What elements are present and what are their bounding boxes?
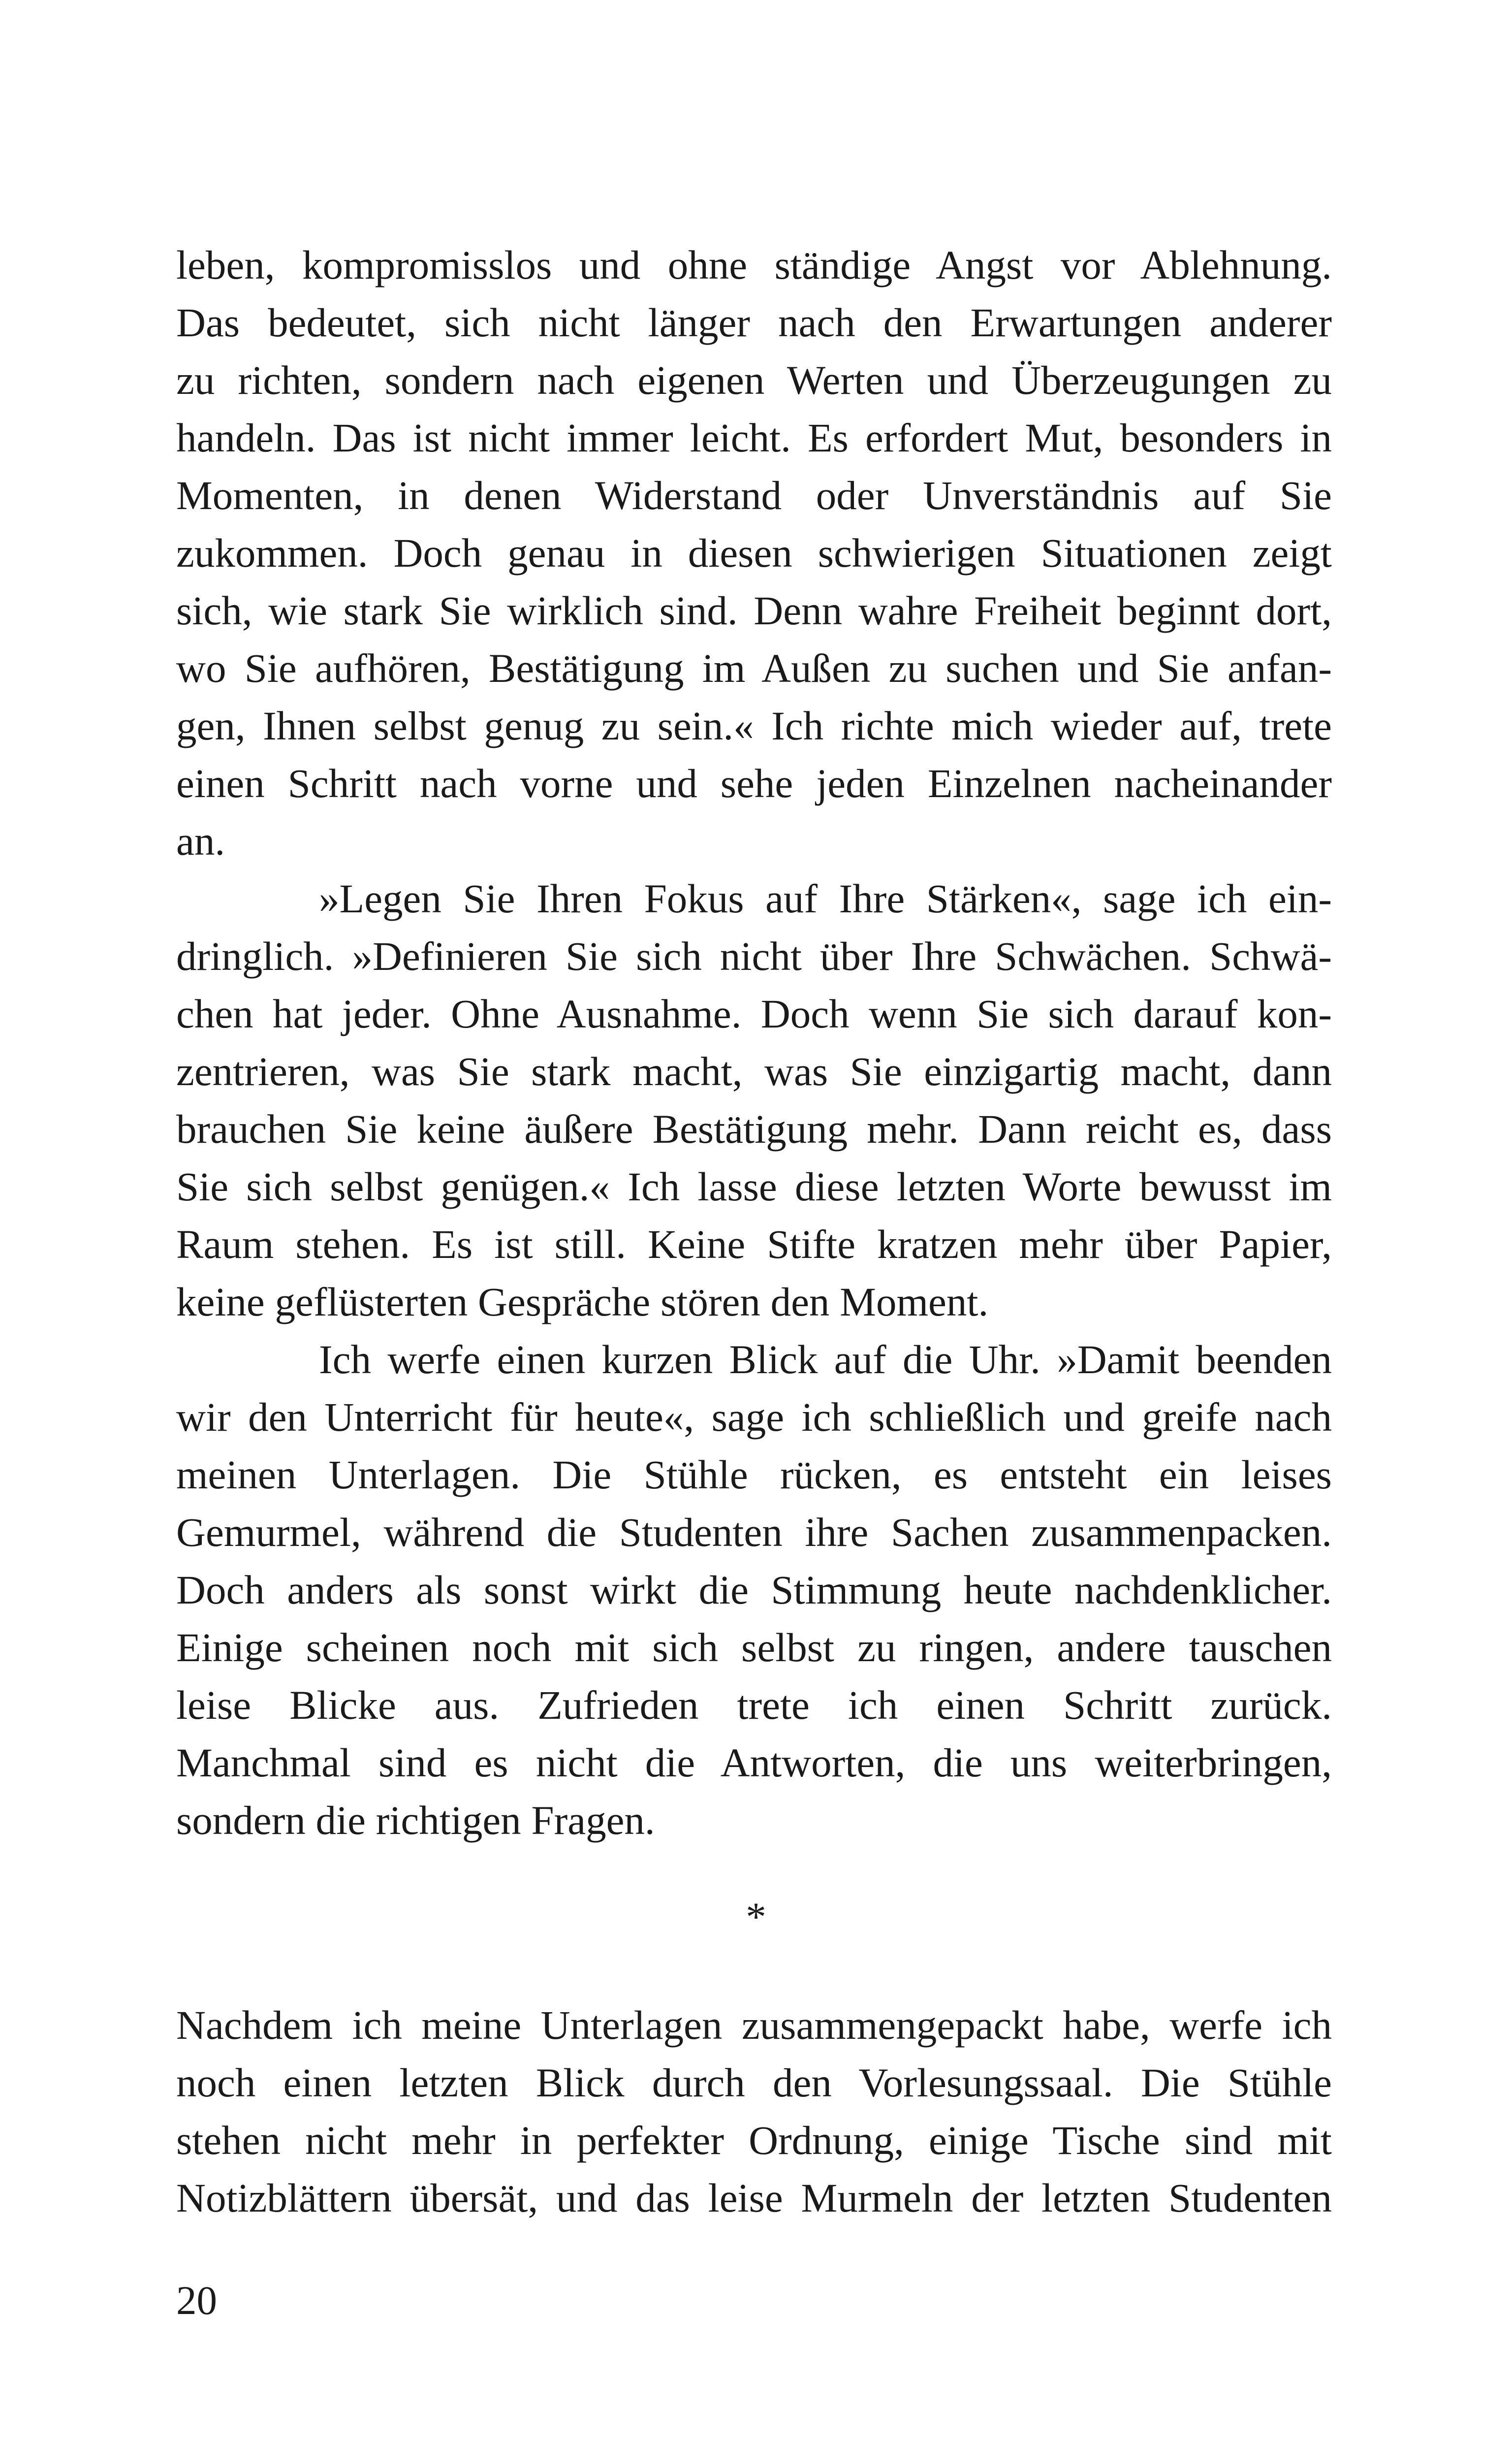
body-text-section-2 bbox=[176, 1996, 1332, 2227]
text-line: Ich werfe einen kurzen Blick auf die Uhr. »Damit beenden bbox=[319, 1337, 1332, 1382]
text-line: chen hat jeder. Ohne Ausnahme. Doch wenn Sie sich darauf kon- bbox=[176, 991, 1332, 1036]
text-line: Notizblättern übersät, und das leise Murmeln der letzten Studenten bbox=[176, 2175, 1332, 2220]
text-line: gen, Ihnen selbst genug zu sein.« Ich richte mich wieder auf, trete bbox=[176, 703, 1332, 748]
text-line: noch einen letzten Blick durch den Vorlesungssaal. Die Stühle bbox=[176, 2060, 1332, 2105]
text-line: einen Schritt nach vorne und sehe jeden Einzelnen nacheinander bbox=[176, 761, 1332, 806]
text-line: Manchmal sind es nicht die Antworten, die uns weiterbringen, bbox=[176, 1740, 1332, 1785]
text-line: Raum stehen. Es ist still. Keine Stifte kratzen mehr über Papier, bbox=[176, 1222, 1332, 1267]
text-line: brauchen Sie keine äußere Bestätigung mehr. Dann reicht es, dass bbox=[176, 1106, 1332, 1152]
text-line: Doch anders als sonst wirkt die Stimmung heute nachdenklicher. bbox=[176, 1567, 1332, 1612]
text-line: Das bedeutet, sich nicht länger nach den Erwartungen anderer bbox=[176, 300, 1332, 345]
paragraph-2 bbox=[176, 870, 1332, 1331]
paragraph-3 bbox=[176, 1331, 1332, 1849]
text-line: leise Blicke aus. Zufrieden trete ich einen Schritt zurück. bbox=[176, 1682, 1332, 1728]
paragraph-1 bbox=[176, 236, 1332, 870]
text-line: an. bbox=[176, 818, 225, 864]
text-line: Sie sich selbst genügen.« Ich lasse diese letzten Worte bewusst im bbox=[176, 1164, 1332, 1209]
text-line: sondern die richtigen Fragen. bbox=[176, 1798, 655, 1843]
text-line: zentrieren, was Sie stark macht, was Sie einzigartig macht, dann bbox=[176, 1049, 1332, 1094]
text-line: Momenten, in denen Widerstand oder Unverständnis auf Sie bbox=[176, 473, 1332, 518]
text-line: zukommen. Doch genau in diesen schwierigen Situationen zeigt bbox=[176, 530, 1332, 576]
text-line: keine geflüsterten Gespräche stören den Moment. bbox=[176, 1279, 989, 1324]
body-text-section-1 bbox=[176, 236, 1332, 1849]
page-number: 20 bbox=[176, 2278, 217, 2323]
text-line: Einige scheinen noch mit sich selbst zu ringen, andere tauschen bbox=[176, 1625, 1332, 1670]
text-line: »Legen Sie Ihren Fokus auf Ihre Stärken«, sage ich ein- bbox=[319, 876, 1332, 921]
text-line: Nachdem ich meine Unterlagen zusammengepackt habe, werfe ich bbox=[176, 2002, 1332, 2048]
section-separator: * bbox=[746, 1894, 766, 1939]
text-line: meinen Unterlagen. Die Stühle rücken, es entsteht ein leises bbox=[176, 1452, 1332, 1497]
text-line: wo Sie aufhören, Bestätigung im Außen zu suchen und Sie anfan- bbox=[176, 645, 1332, 691]
text-line: leben, kompromisslos und ohne ständige Angst vor Ablehnung. bbox=[176, 242, 1332, 288]
text-line: Gemurmel, während die Studenten ihre Sachen zusammenpacken. bbox=[176, 1510, 1332, 1555]
text-line: zu richten, sondern nach eigenen Werten und Überzeugungen zu bbox=[176, 357, 1332, 403]
text-line: sich, wie stark Sie wirklich sind. Denn wahre Freiheit beginnt dort, bbox=[176, 588, 1332, 633]
text-line: stehen nicht mehr in perfekter Ordnung, einige Tische sind mit bbox=[176, 2118, 1332, 2163]
text-line: handeln. Das ist nicht immer leicht. Es erfordert Mut, besonders in bbox=[176, 415, 1332, 460]
text-line: wir den Unterricht für heute«, sage ich schließlich und greife nach bbox=[176, 1394, 1332, 1440]
text-line: dringlich. »Definieren Sie sich nicht über Ihre Schwächen. Schwä- bbox=[176, 933, 1332, 979]
